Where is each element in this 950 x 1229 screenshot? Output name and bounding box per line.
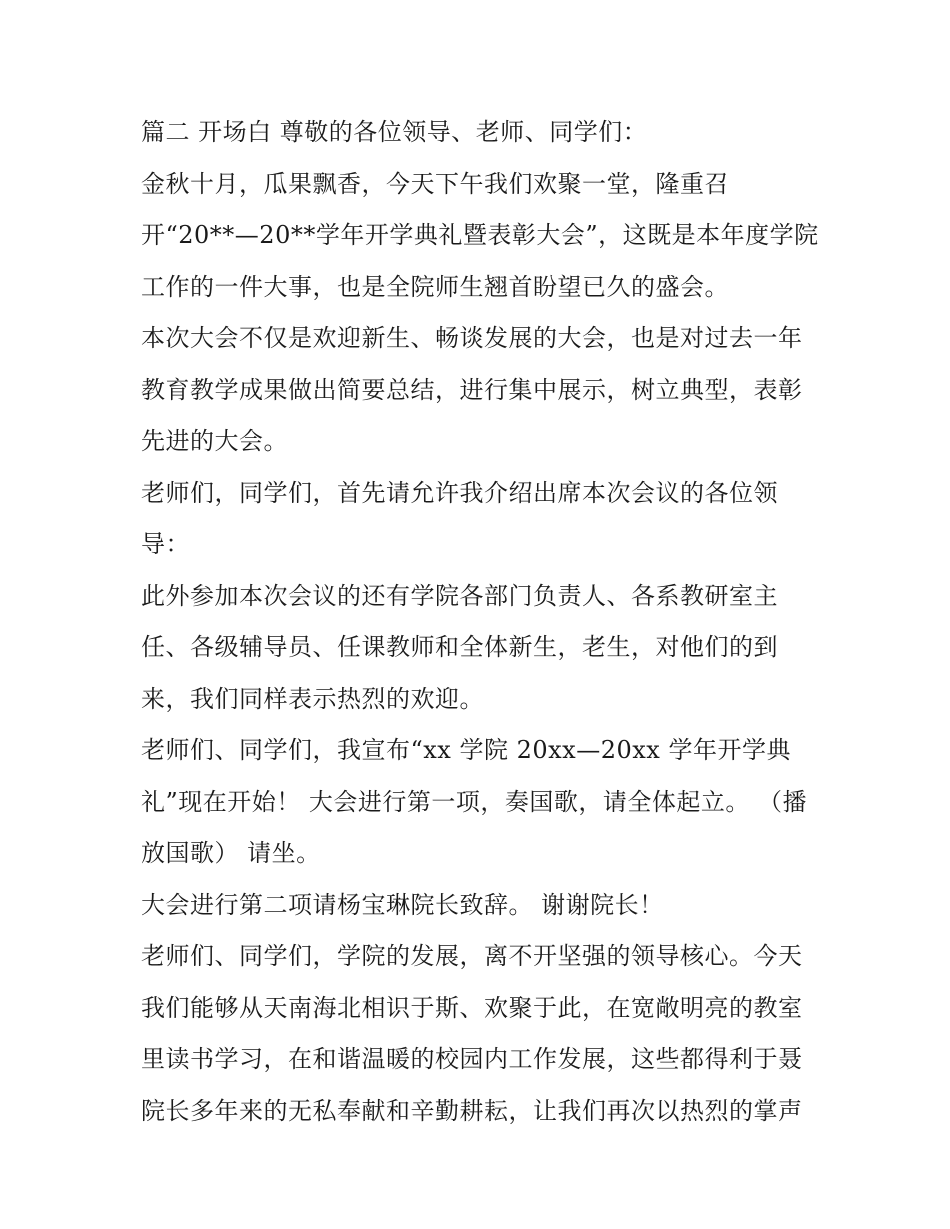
text-line: 导： <box>141 530 190 558</box>
text-line: 老师们，同学们，首先请允许我介绍出席本次会议的各位领 <box>141 478 778 507</box>
text-line: 来，我们同样表示热烈的欢迎。 <box>141 684 484 713</box>
text-line: 大会进行第二项请杨宝琳院长致辞。 谢谢院长！ <box>141 890 664 919</box>
text-line: 老师们、同学们，我宣布“xx 学院 20xx—20xx 学年开学典 <box>141 736 791 764</box>
text-line: 此外参加本次会议的还有学院各部门负责人、各系教研室主 <box>141 581 778 610</box>
text-line: 院长多年来的无私奉献和辛勤耕耘，让我们再次以热烈的掌声 <box>141 1096 803 1125</box>
text-line: 工作的一件大事，也是全院师生翘首盼望已久的盛会。 <box>141 272 729 301</box>
text-line: 我们能够从天南海北相识于斯、欢聚于此，在宽敞明亮的教室 <box>141 993 803 1022</box>
text-line: 礼”现在开始！ 大会进行第一项，奏国歌，请全体起立。 （播 <box>141 787 808 816</box>
text-line: 先进的大会。 <box>141 427 288 455</box>
text-line: 任、各级辅导员、任课教师和全体新生，老生，对他们的到 <box>141 633 778 661</box>
document-body <box>141 107 821 1137</box>
text-line: 金秋十月，瓜果飘香，今天下午我们欢聚一堂，隆重召 <box>141 169 729 198</box>
text-line: 放国歌） 请坐。 <box>141 839 321 867</box>
text-line: 里读书学习，在和谐温暖的校园内工作发展，这些都得利于聂 <box>141 1045 803 1073</box>
text-line: 老师们、同学们，学院的发展，离不开坚强的领导核心。今天 <box>141 942 803 970</box>
text-line: 教育教学成果做出简要总结，进行集中展示，树立典型，表彰 <box>141 375 803 404</box>
text-line: 本次大会不仅是欢迎新生、畅谈发展的大会，也是对过去一年 <box>141 324 803 352</box>
text-line: 开“20**—20**学年开学典礼暨表彰大会”，这既是本年度学院 <box>141 221 819 249</box>
text-line: 篇二 开场白 尊敬的各位领导、老师、同学们： <box>141 118 648 146</box>
